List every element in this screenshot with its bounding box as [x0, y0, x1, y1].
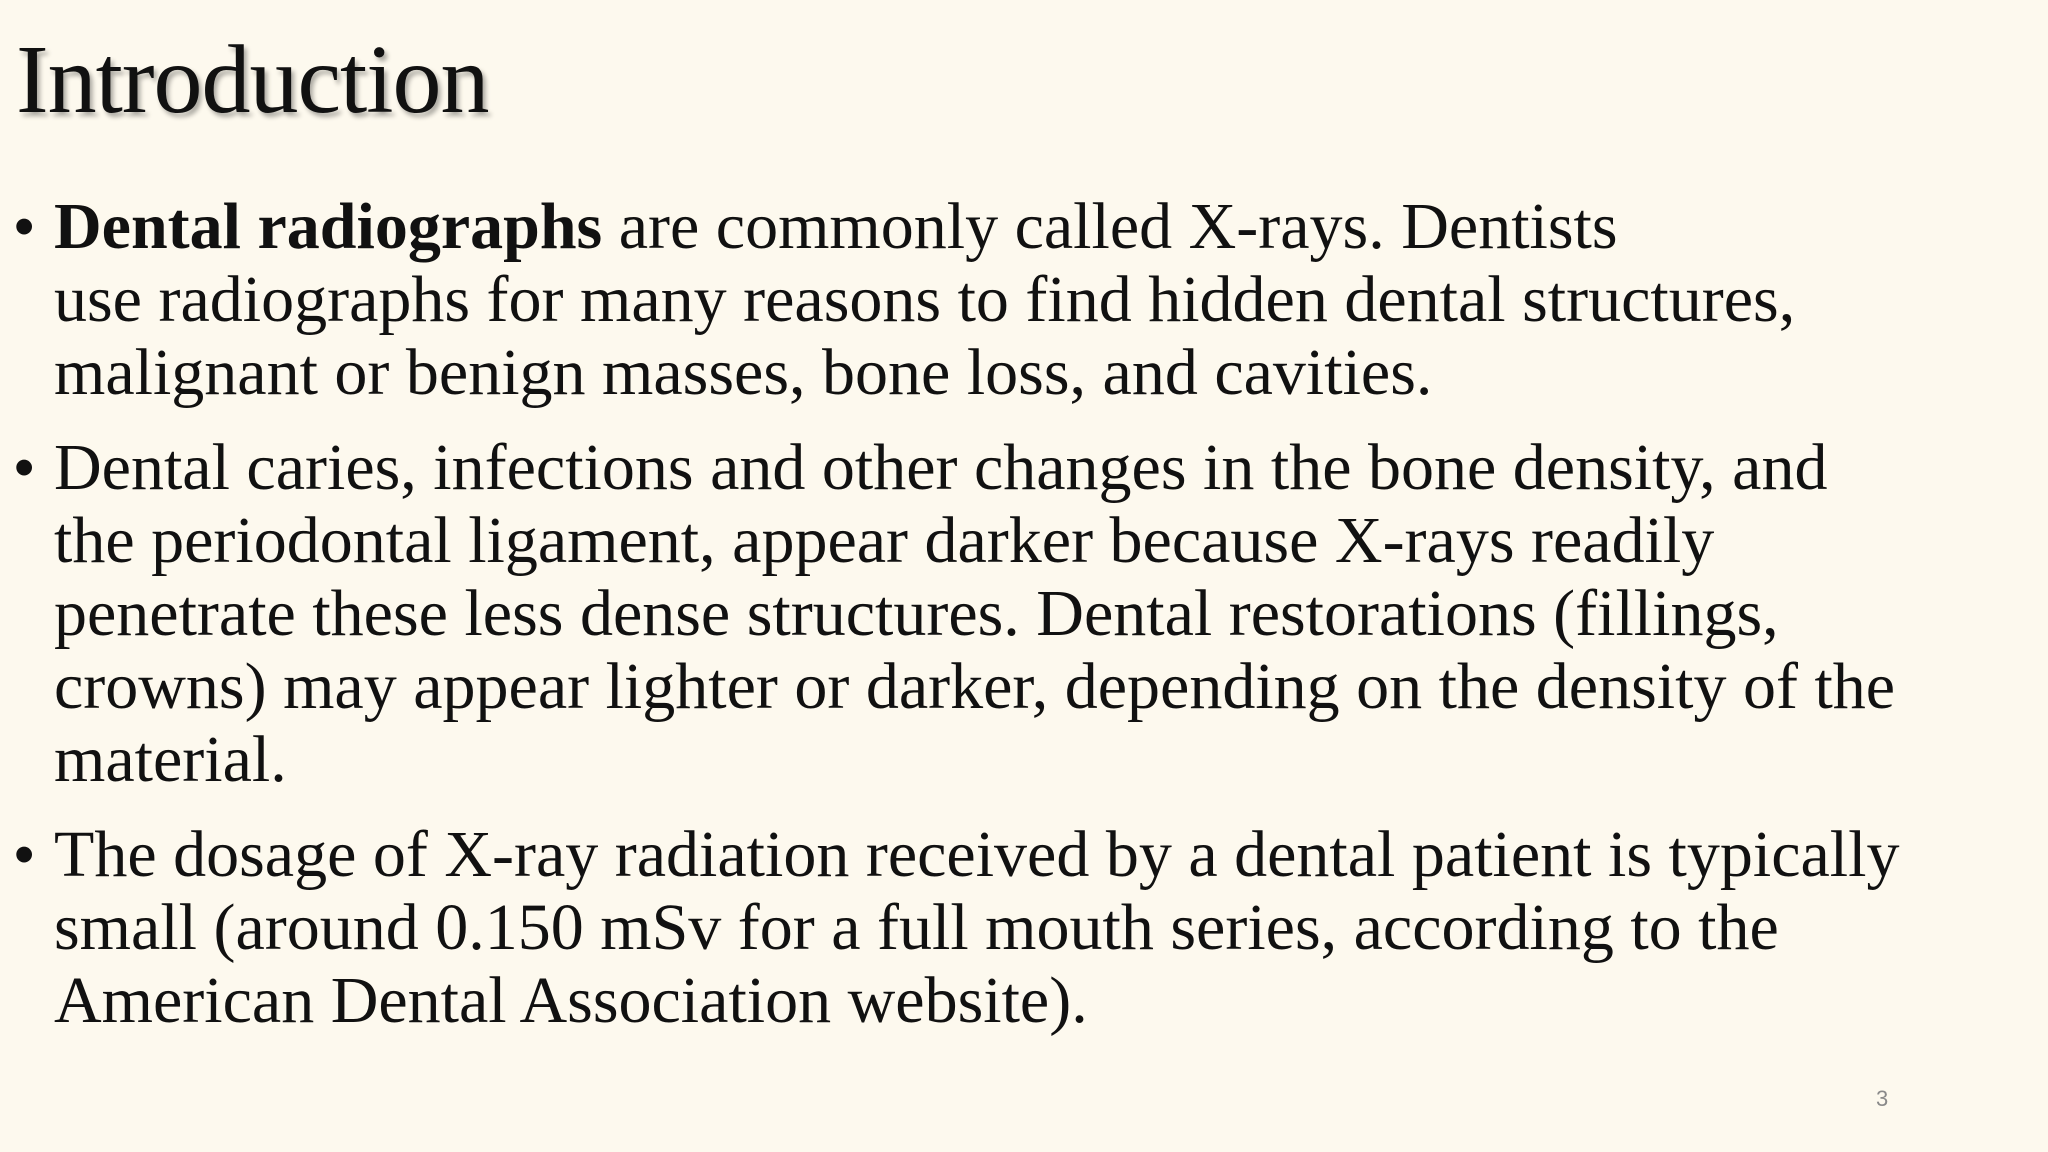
bullet-item: [14, 818, 2004, 1037]
page-number: 3: [1876, 1086, 1889, 1111]
bullet-line: material.: [54, 723, 287, 796]
bullet-line: [54, 190, 2004, 263]
bullet-line: small (around 0.150 mSv for a full mouth series, according to the: [54, 891, 1779, 964]
bullet-marker: •: [14, 822, 35, 887]
bullet-marker: •: [14, 194, 35, 259]
slide-title: Introduction: [16, 26, 489, 134]
bullet-line: use radiographs for many reasons to find hidden dental structures,: [54, 263, 1796, 336]
bullet-line: malignant or benign masses, bone loss, and cavities.: [54, 336, 1433, 409]
bullet-item: [14, 431, 2004, 796]
bullet-line: American Dental Association website).: [54, 964, 1088, 1037]
bullet-item: [14, 190, 2004, 409]
bullet-text: are commonly called X-rays. Dentists: [602, 190, 1618, 263]
bullet-line: Dental caries, infections and other changes in the bone density, and: [54, 431, 1828, 504]
bullet-line: The dosage of X-ray radiation received by a dental patient is typically: [54, 818, 1900, 891]
bullet-line: crowns) may appear lighter or darker, depending on the density of the: [54, 650, 1896, 723]
bullet-list: [14, 190, 2004, 1059]
bullet-marker: •: [14, 435, 35, 500]
bold-term: Dental radiographs: [54, 190, 603, 263]
bullet-line: the periodontal ligament, appear darker because X-rays readily: [54, 504, 1715, 577]
bullet-line: penetrate these less dense structures. Dental restorations (fillings,: [54, 577, 1779, 650]
